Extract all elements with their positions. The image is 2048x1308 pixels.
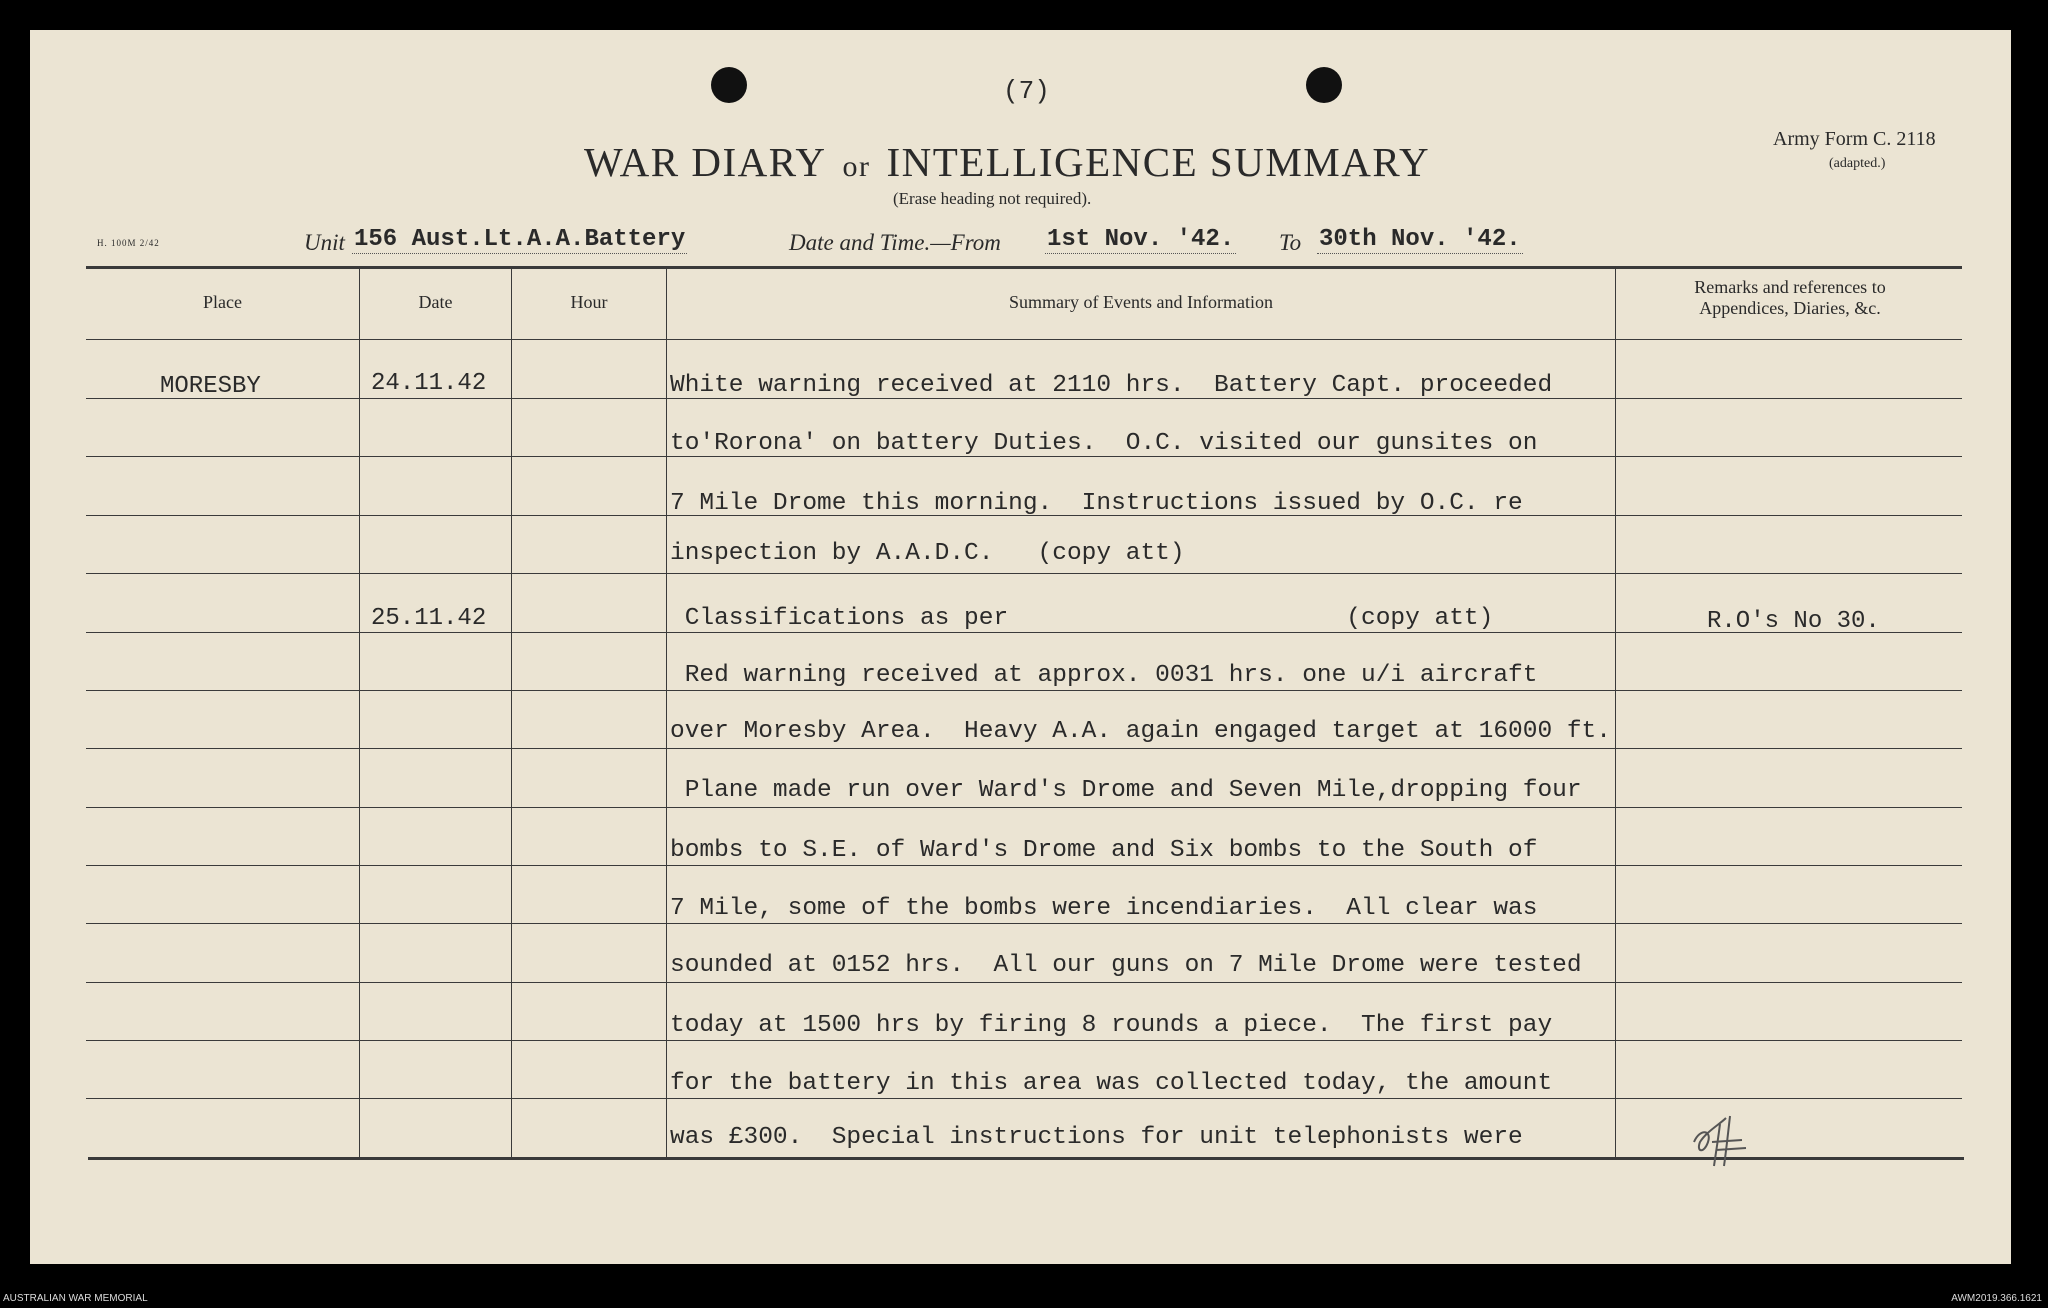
footer-credit: AUSTRALIAN WAR MEMORIAL xyxy=(3,1293,148,1304)
summary-line: inspection by A.A.D.C. (copy att) xyxy=(670,540,1185,567)
summary-line: White warning received at 2110 hrs. Battery Capt. proceeded xyxy=(670,372,1553,399)
row-rule xyxy=(86,573,1962,574)
summary-line: sounded at 0152 hrs. All our guns on 7 Mile Drome were tested xyxy=(670,952,1582,979)
summary-line: today at 1500 hrs by firing 8 rounds a piece. The first pay xyxy=(670,1012,1553,1039)
column-rule xyxy=(511,266,512,1157)
unit-label: Unit xyxy=(304,230,345,255)
title-part2: INTELLIGENCE SUMMARY xyxy=(886,139,1431,185)
title-or: or xyxy=(842,150,871,183)
row-rule xyxy=(86,690,1962,691)
form-label: Army Form C. 2118 xyxy=(1773,128,1936,150)
handwritten-initials-icon xyxy=(1690,1112,1760,1170)
summary-line: bombs to S.E. of Ward's Drome and Six bombs to the South of xyxy=(670,837,1538,864)
row-rule xyxy=(86,807,1962,808)
summary-line: for the battery in this area was collected today, the amount xyxy=(670,1070,1553,1097)
punch-hole-left xyxy=(711,67,747,103)
page-title xyxy=(584,138,1430,186)
table-bottom-rule xyxy=(88,1157,1964,1160)
summary-line: over Moresby Area. Heavy A.A. again engaged target at 16000 ft. xyxy=(670,718,1611,745)
column-header-summary: Summary of Events and Information xyxy=(1009,292,1273,312)
column-rule xyxy=(666,266,667,1157)
summary-line: 7 Mile Drome this morning. Instructions issued by O.C. re xyxy=(670,490,1523,517)
to-label: To xyxy=(1279,230,1302,255)
row-rule xyxy=(86,748,1962,749)
title-part1: WAR DIARY xyxy=(584,139,827,185)
form-sub: (adapted.) xyxy=(1829,156,1886,171)
summary-line: Red warning received at approx. 0031 hrs. one u/i aircraft xyxy=(670,662,1538,689)
row-rule xyxy=(86,1098,1962,1099)
column-header-date: Date xyxy=(418,292,453,312)
column-rule xyxy=(1615,266,1616,1157)
row-rule xyxy=(86,632,1962,633)
row-rule xyxy=(86,1040,1962,1041)
summary-line: was £300. Special instructions for unit telephonists were xyxy=(670,1124,1523,1151)
from-date-value: 1st Nov. '42. xyxy=(1047,226,1235,253)
to-date-value: 30th Nov. '42. xyxy=(1319,226,1521,253)
date-cell: 25.11.42 xyxy=(371,605,487,632)
subtitle: (Erase heading not required). xyxy=(893,189,1092,208)
unit-value: 156 Aust.Lt.A.A.Battery xyxy=(354,226,686,253)
summary-line: Classifications as per (copy att) xyxy=(670,605,1494,632)
row-rule xyxy=(86,865,1962,866)
summary-line: 7 Mile, some of the bombs were incendiaries. All clear was xyxy=(670,895,1538,922)
date-cell: 24.11.42 xyxy=(371,370,487,397)
place-cell: MORESBY xyxy=(160,373,261,400)
column-header-remarks: Remarks and references to Appendices, Diaries, &c. xyxy=(1694,277,1886,318)
row-rule xyxy=(86,923,1962,924)
column-rule xyxy=(359,266,360,1157)
table-top-rule xyxy=(86,266,1962,269)
print-code: H. 100M 2/42 xyxy=(97,238,160,248)
column-header-place: Place xyxy=(203,292,242,312)
column-header-hour: Hour xyxy=(570,292,608,312)
summary-line: Plane made run over Ward's Drome and Seven Mile,dropping four xyxy=(670,777,1582,804)
footer-accession: AWM2019.366.1621 xyxy=(1951,1293,2042,1304)
row-rule xyxy=(86,982,1962,983)
page-number: (7) xyxy=(1003,76,1050,106)
summary-line: to'Rorona' on battery Duties. O.C. visited our gunsites on xyxy=(670,430,1538,457)
header-rule xyxy=(86,339,1962,340)
remarks-cell: R.O's No 30. xyxy=(1707,608,1880,635)
date-label: Date and Time.—From xyxy=(789,230,1001,255)
punch-hole-right xyxy=(1306,67,1342,103)
